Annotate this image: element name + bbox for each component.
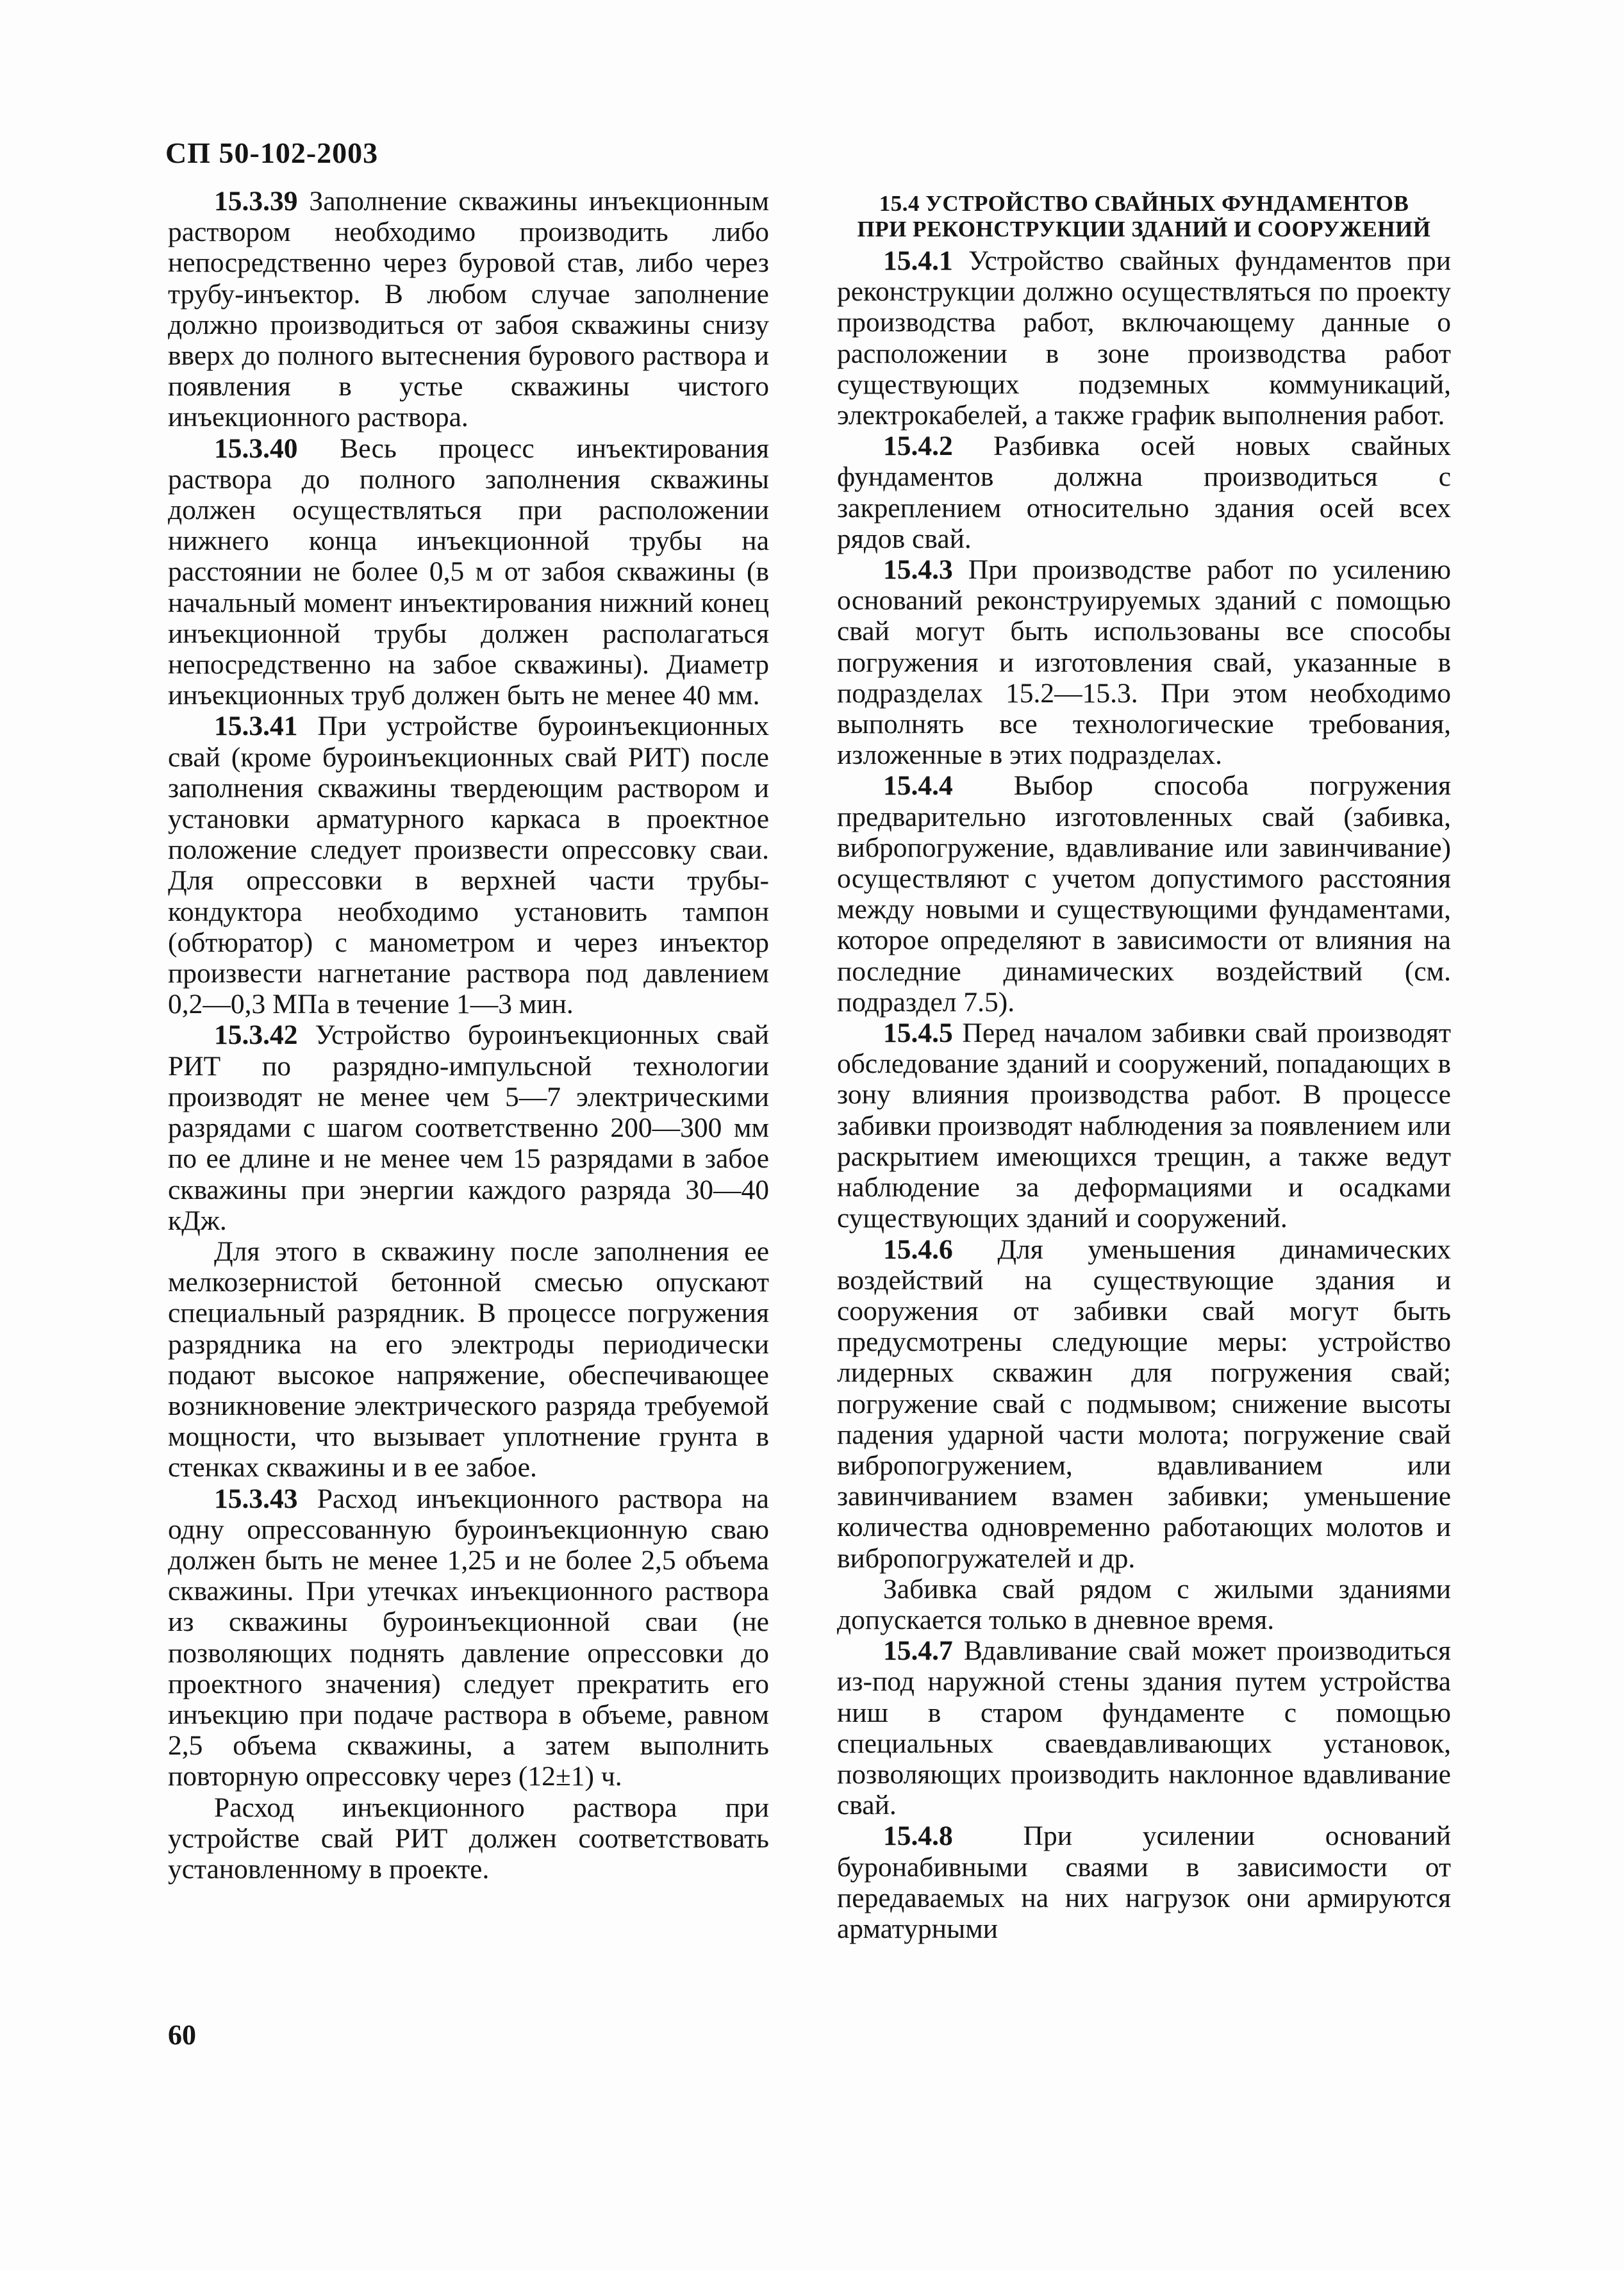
paragraph-text: Перед началом забивки свай производят обследование зданий и сооружений, попадающих в зону влияния производства работ. В процессе забивки производят наблюдения за появлением или раскрытием имеющихся трещин, а также ведут наблюдение за деформациями и осадками существующих зданий и сооружений.: [837, 1018, 1451, 1234]
left-column: [168, 186, 769, 1885]
clause-number: 15.4.6: [883, 1234, 953, 1265]
paragraph-15-4-6: [837, 1234, 1451, 1574]
paragraph-text: Расход инъекционного раствора на одну опрессованную буроинъекционную сваю должен быть не менее 1,25 и не более 2,5 объема скважины. При утечках инъекционного раствора из скважины буроинъекционной сваи (не позволяющих поднять давление опрессовки до проектного значения) следует прекратить его инъекцию при подаче раствора в объеме, равном 2,5 объема скважины, а затем выполнить повторную опрессовку через (12±1) ч.: [168, 1483, 769, 1792]
clause-number: 15.3.40: [214, 433, 298, 464]
paragraph-15-3-40: [168, 433, 769, 711]
paragraph-text: При устройстве буроинъекционных свай (кроме буроинъекционных свай РИТ) после заполнения скважины твердеющим раствором и установки арматурного каркаса в проектное положение следует произвести опрессовку сваи. Для опрессовки в верхней части трубы-кондуктора необходимо установить тампон (обтюратор) с манометром и через инъектор произвести нагнетание раствора под давлением 0,2—0,3 МПа в течение 1—3 мин.: [168, 711, 769, 1020]
paragraph-15-4-3: [837, 554, 1451, 770]
paragraph-15-3-42: [168, 1020, 769, 1235]
section-title: [837, 186, 1451, 245]
paragraph-text: Для уменьшения динамических воздействий на существующие здания и сооружения от забивки свай могут быть предусмотрены следующие меры: устройство лидерных скважин для погружения свай; погружение свай с подмывом; снижение высоты падения ударной части молота; погружение свай вибропогружением, вдавливанием или завинчиванием взамен забивки; уменьшение количества одновременно работающих молотов и вибропогружателей и др.: [837, 1234, 1451, 1574]
paragraph-text: Расход инъекционного раствора при устройстве свай РИТ должен соответствовать установленному в проекте.: [168, 1792, 769, 1885]
section-title-line-2: ПРИ РЕКОНСТРУКЦИИ ЗДАНИЙ И СООРУЖЕНИЙ: [857, 217, 1431, 242]
paragraph-text: Выбор способа погружения предварительно изготовленных свай (забивка, вибропогружение, вдавливание или завинчивание) осуществляют с учетом допустимого расстояния между новыми и существующими фундаментами, которое определяют в зависимости от влияния на последние динамических воздействий (см. подраздел 7.5).: [837, 770, 1451, 1018]
paragraph-text: Заполнение скважины инъекционным раствором необходимо производить либо непосредственно через буровой став, либо через трубу-инъектор. В любом случае заполнение должно производиться от забоя скважины снизу вверх до полного вытеснения бурового раствора и появления в устье скважины чистого инъекционного раствора.: [168, 186, 769, 433]
paragraph-15-3-43-cont: [168, 1792, 769, 1885]
clause-number: 15.3.39: [214, 186, 298, 217]
paragraph-text: Забивка свай рядом с жилыми зданиями допускается только в дневное время.: [837, 1573, 1451, 1635]
clause-number: 15.4.4: [883, 770, 953, 802]
clause-number: 15.3.42: [214, 1020, 298, 1051]
paragraph-15-4-7: [837, 1635, 1451, 1821]
paragraph-text: Вдавливание свай может производиться из-под наружной стены здания путем устройства ниш в старом фундаменте с помощью специальных сваевдавливающих установок, позволяющих производить наклонное вдавливание свай.: [837, 1635, 1451, 1821]
paragraph-15-3-41: [168, 711, 769, 1020]
clause-number: 15.4.8: [883, 1821, 953, 1852]
running-header: СП 50-102-2003: [165, 136, 379, 169]
clause-number: 15.3.41: [214, 711, 298, 742]
clause-number: 15.3.43: [214, 1483, 298, 1514]
paragraph-15-4-4: [837, 770, 1451, 1018]
page-number: 60: [168, 2019, 196, 2051]
paragraph-text: Разбивка осей новых свайных фундаментов должна производиться с закреплением относительно здания осей всех рядов свай.: [837, 431, 1451, 554]
clause-number: 15.4.7: [883, 1635, 953, 1667]
clause-number: 15.4.1: [883, 245, 953, 276]
paragraph-15-3-43: [168, 1483, 769, 1792]
paragraph-text: Весь процесс инъектирования раствора до полного заполнения скважины должен осуществляться при расположении нижнего конца инъекционной трубы на расстоянии не более 0,5 м от забоя скважины (в начальный момент инъектирования нижний конец инъекционной трубы должен располагаться непосредственно на забое скважины). Диаметр инъекционных труб должен быть не менее 40 мм.: [168, 433, 769, 711]
paragraph-text: При производстве работ по усилению оснований реконструируемых зданий с помощью свай могут быть использованы все способы погружения и изготовления свай, указанные в подразделах 15.2—15.3. При этом необходимо выполнять все технологические требования, изложенные в этих подразделах.: [837, 554, 1451, 771]
paragraph-15-4-8: [837, 1821, 1451, 1944]
clause-number: 15.4.5: [883, 1018, 953, 1049]
paragraph-15-4-5: [837, 1018, 1451, 1234]
paragraph-text: Для этого в скважину после заполнения ее мелкозернистой бетонной смесью опускают специальный разрядник. В процессе погружения разрядника на его электроды периодически подают высокое напряжение, обеспечивающее возникновение электрического разряда требуемой мощности, что вызывает уплотнение грунта в стенках скважины и в ее забое.: [168, 1235, 769, 1483]
paragraph-15-4-6-cont: [837, 1574, 1451, 1635]
paragraph-text: Устройство свайных фундаментов при реконструкции должно осуществляться по проекту производства работ, включающему данные о расположении в зоне производства работ существующих подземных коммуникаций, электрокабелей, а также график выполнения работ.: [837, 245, 1451, 431]
section-title-line-1: 15.4 УСТРОЙСТВО СВАЙНЫХ ФУНДАМЕНТОВ: [879, 191, 1409, 216]
paragraph-text: Устройство буроинъекционных свай РИТ по разрядно-импульсной технологии производят не менее чем 5—7 электрическими разрядами с шагом соответственно 200—300 мм по ее длине и не менее чем 15 разрядами в забое скважины при энергии каждого разряда 30—40 кДж.: [168, 1020, 769, 1236]
paragraph-15-3-39: [168, 186, 769, 433]
clause-number: 15.4.2: [883, 431, 953, 462]
right-column: [837, 186, 1451, 1944]
paragraph-15-4-1: [837, 245, 1451, 431]
paragraph-text: При усилении оснований буронабивными сваями в зависимости от передаваемых на них нагрузок они армируются арматурными: [837, 1821, 1451, 1944]
paragraph-15-3-42-cont: [168, 1236, 769, 1483]
clause-number: 15.4.3: [883, 554, 953, 586]
paragraph-15-4-2: [837, 431, 1451, 554]
